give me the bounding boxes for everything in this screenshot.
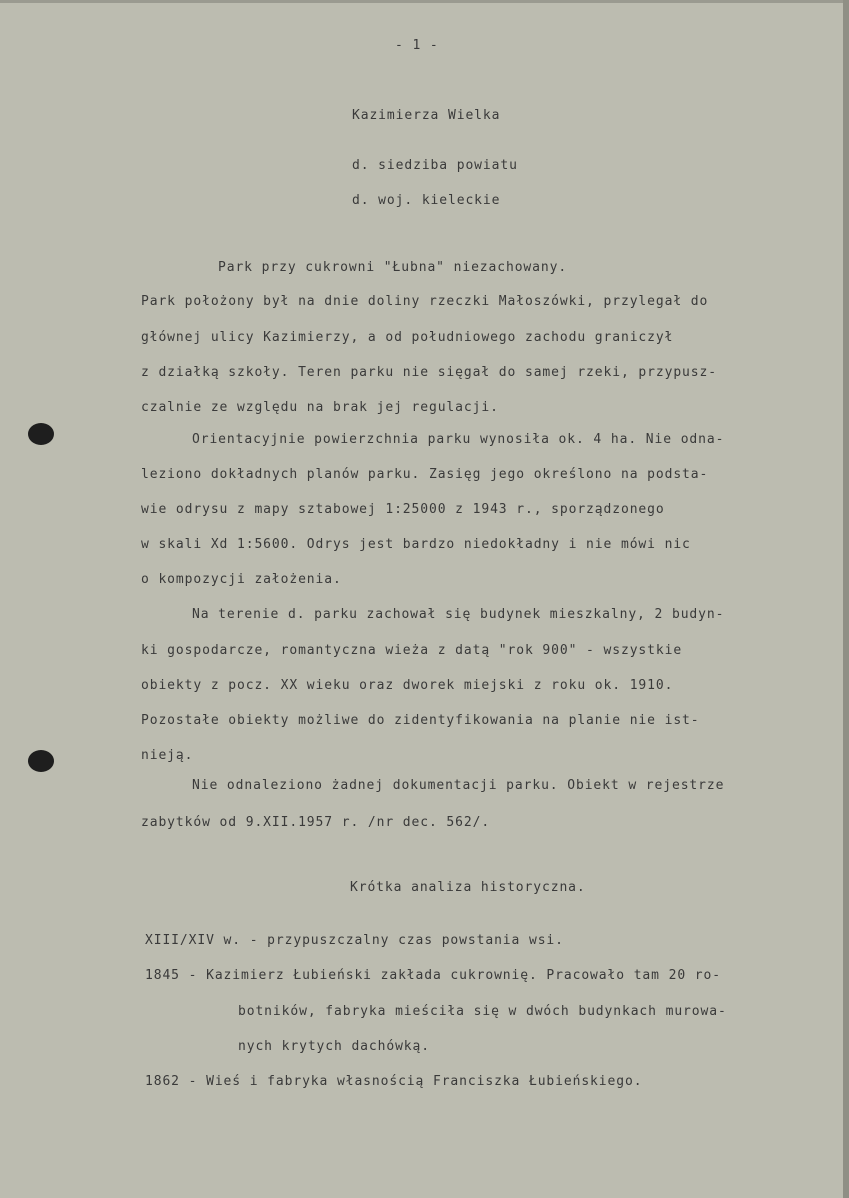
voivodeship-line: d. woj. kieleckie — [352, 193, 501, 208]
text-line: wie odrysu z mapy sztabowej 1:25000 z 1943 r., sporządzonego — [141, 502, 665, 517]
analysis-heading: Krótka analiza historyczna. — [350, 880, 586, 895]
timeline-entry: 1845 - Kazimierz Łubieński zakłada cukrownię. Pracowało tam 20 ro- — [145, 968, 721, 983]
county-seat-line: d. siedziba powiatu — [352, 158, 518, 173]
text-line: Pozostałe obiekty możliwe do zidentyfikowania na planie nie ist- — [141, 713, 700, 728]
text-line: Park przy cukrowni "Łubna" niezachowany. — [218, 260, 568, 275]
text-line: obiekty z pocz. XX wieku oraz dworek miejski z roku ok. 1910. — [141, 678, 674, 693]
place-title: Kazimierza Wielka — [352, 108, 501, 123]
text-line: leziono dokładnych planów parku. Zasięg jego określono na podsta- — [141, 467, 709, 482]
text-line: nieją. — [141, 748, 194, 763]
text-line: zabytków od 9.XII.1957 r. /nr dec. 562/. — [141, 815, 491, 830]
text-line: Orientacyjnie powierzchnia parku wynosiła ok. 4 ha. Nie odna- — [192, 432, 725, 447]
text-line: czalnie ze względu na brak jej regulacji. — [141, 400, 499, 415]
text-line: Nie odnaleziono żadnej dokumentacji parku. Obiekt w rejestrze — [192, 778, 725, 793]
text-line: ki gospodarcze, romantyczna wieża z datą "rok 900" - wszystkie — [141, 643, 683, 658]
timeline-entry-continued: nych krytych dachówką. — [238, 1039, 430, 1054]
timeline-entry-continued: botników, fabryka mieściła się w dwóch budynkach murowa- — [238, 1004, 727, 1019]
text-line: z działką szkoły. Teren parku nie sięgał do samej rzeki, przypusz- — [141, 365, 717, 380]
timeline-entry: 1862 - Wieś i fabryka własnością Franciszka Łubieńskiego. — [145, 1074, 643, 1089]
timeline-entry: XIII/XIV w. - przypuszczalny czas powstania wsi. — [145, 933, 564, 948]
text-line: Park położony był na dnie doliny rzeczki Małoszówki, przylegał do — [141, 294, 709, 309]
page-number: - 1 - — [395, 38, 439, 53]
page-edge-top — [0, 0, 849, 3]
punch-hole — [28, 750, 54, 772]
punch-hole — [28, 423, 54, 445]
text-line: Na terenie d. parku zachował się budynek mieszkalny, 2 budyn- — [192, 607, 725, 622]
text-line: głównej ulicy Kazimierzy, a od południowego zachodu graniczył — [141, 330, 674, 345]
text-line: o kompozycji założenia. — [141, 572, 342, 587]
page-edge-right — [843, 0, 849, 1198]
text-line: w skali Xd 1:5600. Odrys jest bardzo niedokładny i nie mówi nic — [141, 537, 691, 552]
